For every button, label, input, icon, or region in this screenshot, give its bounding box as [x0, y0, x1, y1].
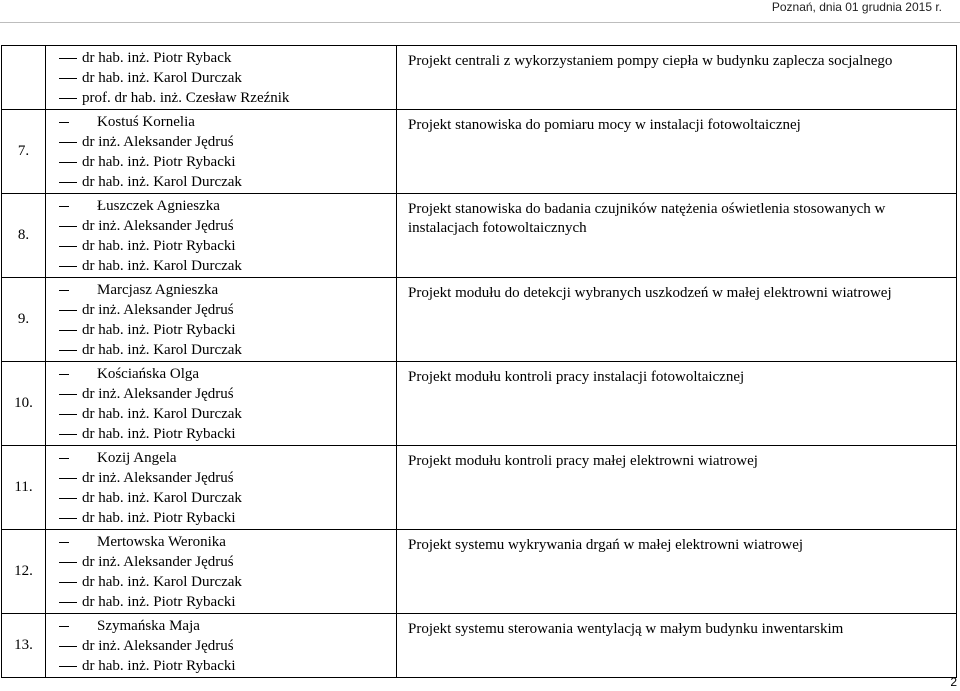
supervisor-name: dr hab. inż. Karol Durczak — [46, 572, 396, 592]
supervisor-name: dr hab. inż. Piotr Rybacki — [46, 592, 396, 612]
row-number: 9. — [2, 278, 46, 362]
people-cell — [46, 530, 397, 614]
row-number: 10. — [2, 362, 46, 446]
supervisor-name: dr hab. inż. Piotr Rybacki — [46, 320, 396, 340]
row-number: 13. — [2, 614, 46, 678]
people-list — [46, 446, 396, 529]
student-name: Szymańska Maja — [46, 616, 396, 636]
supervisor-name: dr hab. inż. Piotr Rybacki — [46, 424, 396, 444]
supervisor-name: dr hab. inż. Karol Durczak — [46, 256, 396, 276]
row-number: 8. — [2, 194, 46, 278]
table-row — [2, 110, 957, 194]
supervisor-name: dr inż. Aleksander Jędruś — [46, 300, 396, 320]
project-topic: Projekt stanowiska do badania czujników natężenia oświetlenia stosowanych w instalacjach fotowoltaicznych — [397, 194, 957, 278]
supervisor-name: dr hab. inż. Piotr Rybacki — [46, 508, 396, 528]
supervisor-name: dr inż. Aleksander Jędruś — [46, 216, 396, 236]
supervisor-name: dr inż. Aleksander Jędruś — [46, 132, 396, 152]
project-topic: Projekt centrali z wykorzystaniem pompy ciepła w budynku zaplecza socjalnego — [397, 46, 957, 110]
supervisor-name: dr hab. inż. Piotr Ryback — [46, 48, 396, 68]
page-number: 2 — [950, 675, 957, 689]
project-topic: Projekt stanowiska do pomiaru mocy w instalacji fotowoltaicznej — [397, 110, 957, 194]
student-name: Kozij Angela — [46, 448, 396, 468]
people-list — [46, 46, 396, 109]
thesis-topics-table — [1, 45, 957, 678]
supervisor-name: dr hab. inż. Karol Durczak — [46, 340, 396, 360]
people-list — [46, 194, 396, 277]
supervisor-name: dr hab. inż. Piotr Rybacki — [46, 152, 396, 172]
project-topic: Projekt modułu kontroli pracy małej elektrowni wiatrowej — [397, 446, 957, 530]
people-cell — [46, 446, 397, 530]
supervisor-name: dr hab. inż. Karol Durczak — [46, 404, 396, 424]
student-name: Kostuś Kornelia — [46, 112, 396, 132]
row-number: 7. — [2, 110, 46, 194]
supervisor-name: dr inż. Aleksander Jędruś — [46, 384, 396, 404]
place-date-header: Poznań, dnia 01 grudnia 2015 r. — [771, 0, 942, 14]
row-number — [2, 46, 46, 110]
supervisor-name: dr inż. Aleksander Jędruś — [46, 552, 396, 572]
student-name: Kościańska Olga — [46, 364, 396, 384]
header-divider — [0, 22, 960, 23]
table-row — [2, 446, 957, 530]
supervisor-name: dr hab. inż. Piotr Rybacki — [46, 656, 396, 676]
people-cell — [46, 614, 397, 678]
project-topic: Projekt systemu wykrywania drgań w małej elektrowni wiatrowej — [397, 530, 957, 614]
table-row — [2, 530, 957, 614]
people-list — [46, 362, 396, 445]
supervisor-name: prof. dr hab. inż. Czesław Rzeźnik — [46, 88, 396, 108]
people-cell — [46, 194, 397, 278]
table-row — [2, 362, 957, 446]
supervisor-name: dr inż. Aleksander Jędruś — [46, 636, 396, 656]
student-name: Mertowska Weronika — [46, 532, 396, 552]
row-number: 11. — [2, 446, 46, 530]
people-cell — [46, 362, 397, 446]
student-name: Łuszczek Agnieszka — [46, 196, 396, 216]
project-topic: Projekt modułu kontroli pracy instalacji fotowoltaicznej — [397, 362, 957, 446]
people-cell — [46, 278, 397, 362]
supervisor-name: dr hab. inż. Karol Durczak — [46, 68, 396, 88]
people-list — [46, 614, 396, 677]
table-row — [2, 614, 957, 678]
supervisor-name: dr hab. inż. Karol Durczak — [46, 172, 396, 192]
people-list — [46, 278, 396, 361]
project-topic: Projekt modułu do detekcji wybranych uszkodzeń w małej elektrowni wiatrowej — [397, 278, 957, 362]
table-row — [2, 46, 957, 110]
supervisor-name: dr inż. Aleksander Jędruś — [46, 468, 396, 488]
people-cell — [46, 46, 397, 110]
supervisor-name: dr hab. inż. Piotr Rybacki — [46, 236, 396, 256]
table-row — [2, 194, 957, 278]
supervisor-name: dr hab. inż. Karol Durczak — [46, 488, 396, 508]
row-number: 12. — [2, 530, 46, 614]
people-list — [46, 530, 396, 613]
people-cell — [46, 110, 397, 194]
table-row — [2, 278, 957, 362]
project-topic: Projekt systemu sterowania wentylacją w małym budynku inwentarskim — [397, 614, 957, 678]
student-name: Marcjasz Agnieszka — [46, 280, 396, 300]
people-list — [46, 110, 396, 193]
